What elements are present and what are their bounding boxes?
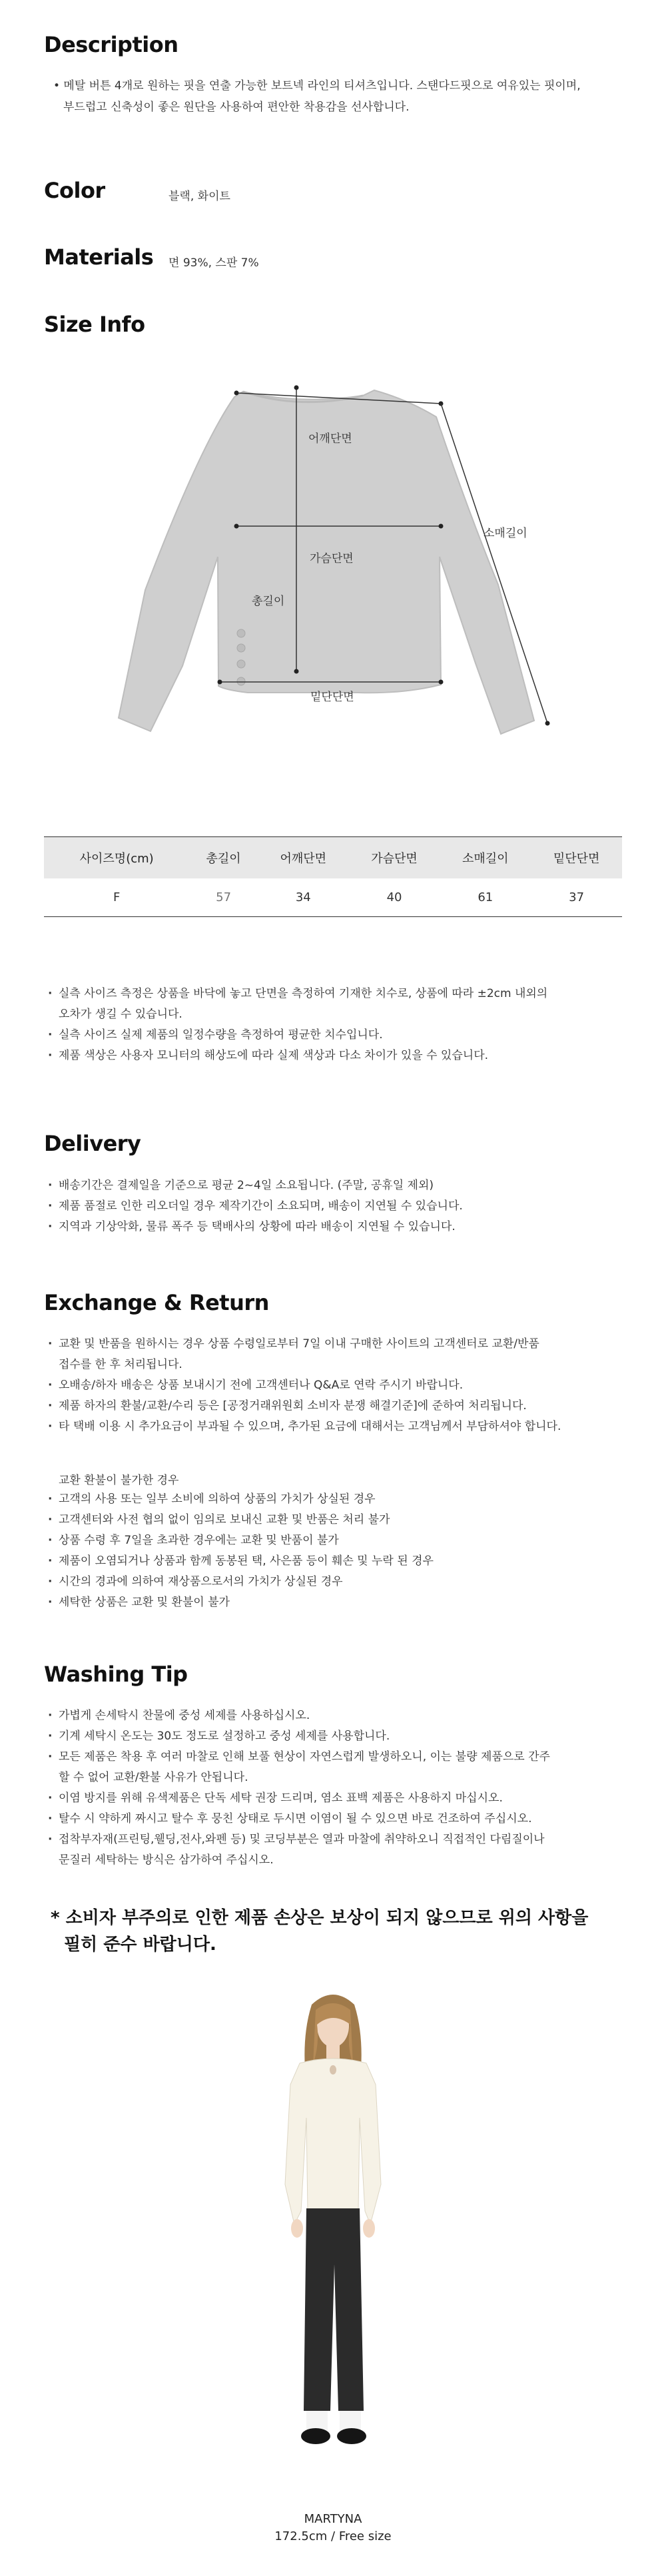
table-cell: 37: [531, 878, 622, 917]
list-item: [48, 1334, 634, 1375]
list-item: · 배송기간은 결제일을 기준으로 평균 2~4일 소요됩니다. (주말, 공휴일 제외): [48, 1175, 634, 1196]
description-line-2: 부드럽고 신축성이 좋은 원단을 사용하여 편안한 착용감을 선사합니다.: [63, 101, 410, 114]
exchange-heading: Exchange & Return: [44, 1290, 269, 1315]
table-cell: 57: [189, 878, 258, 917]
size-notes: [48, 984, 634, 1066]
list-item: · 지역과 기상악화, 물류 폭주 등 택배사의 상황에 따라 배송이 지연될 수 있습니다.: [48, 1217, 634, 1237]
button-4: [237, 677, 245, 685]
button-3: [237, 660, 245, 668]
size-diagram: [0, 373, 666, 746]
shoe-right: [337, 2428, 366, 2444]
size-table: [44, 836, 622, 917]
warning-line-2: 필히 준수 바랍니다.: [64, 1935, 216, 1955]
list-item: · 상품 수령 후 7일을 초과한 경우에는 교환 및 반품이 불가: [48, 1530, 634, 1551]
not-allowed-list: [48, 1489, 634, 1613]
table-cell: 34: [258, 878, 349, 917]
label-shoulder: 어깨단면: [308, 432, 352, 446]
table-cell: 61: [440, 878, 531, 917]
size-table-header: 어깨단면: [258, 837, 349, 878]
washing-text-continued: 할 수 없어 교환/환불 사유가 안됩니다.: [59, 1771, 248, 1784]
model-name: MARTYNA: [304, 2512, 362, 2526]
table-cell: F: [44, 878, 189, 917]
list-item: · 제품이 오염되거나 상품과 함께 동봉된 택, 사은품 등이 훼손 및 누락 된 경우: [48, 1551, 634, 1572]
list-item: · 실측 사이즈 실제 제품의 일정수량을 측정하여 평균한 치수입니다.: [48, 1025, 634, 1046]
list-item: [48, 1747, 634, 1788]
washing-warning: [51, 1905, 588, 1958]
size-table-header-row: [44, 837, 622, 878]
size-table-header: 가슴단면: [349, 837, 440, 878]
description-heading: Description: [44, 32, 178, 57]
exchange-text-continued: 접수를 한 후 처리됩니다.: [59, 1358, 182, 1371]
list-item: [48, 984, 634, 1025]
button-2: [237, 644, 245, 652]
size-info-heading: Size Info: [44, 312, 145, 337]
washing-text-continued: 문질러 세탁하는 방식은 삼가하여 주십시오.: [59, 1853, 274, 1867]
model-trousers: [304, 2208, 364, 2411]
exchange-text: 교환 및 반품을 원하시는 경우 상품 수령일로부터 7일 이내 구매한 사이트의 고객센터로 교환/반품: [59, 1337, 539, 1351]
model-top: [285, 2059, 381, 2224]
note-text-continued: 오차가 생길 수 있습니다.: [59, 1008, 182, 1021]
materials-heading: Materials: [44, 244, 154, 270]
materials-value: 면 93%, 스판 7%: [168, 256, 259, 270]
model-spec: 172.5cm / Free size: [274, 2529, 392, 2543]
description-line-1: • 메탈 버튼 4개로 원하는 핏을 연출 가능한 보트넥 라인의 티셔츠입니다. 스탠다드핏으로 여유있는 핏이며,: [53, 79, 581, 93]
exchange-list: [48, 1334, 634, 1437]
list-item: · 기계 세탁시 온도는 30도 정도로 설정하고 중성 세제를 사용합니다.: [48, 1726, 634, 1747]
list-item: · 시간의 경과에 의하여 재상품으로서의 가치가 상실된 경우: [48, 1572, 634, 1592]
washing-text: 접착부자재(프린팅,웰딩,전사,와펜 등) 및 코딩부분은 열과 마찰에 취약하오니 직접적인 다림질이나: [59, 1833, 545, 1846]
size-table-header: 사이즈명(cm): [44, 837, 189, 878]
shoe-left: [301, 2428, 330, 2444]
list-item: · 제품 품절로 인한 리오더일 경우 제작기간이 소요되며, 배송이 지연될 수 있습니다.: [48, 1196, 634, 1217]
label-chest: 가슴단면: [310, 552, 354, 565]
label-length: 총길이: [252, 595, 285, 608]
size-table-header: 밑단단면: [531, 837, 622, 878]
warning-line-1: * 소비자 부주의로 인한 제품 손상은 보상이 되지 않으므로 위의 사항을: [51, 1908, 589, 1928]
list-item: · 세탁한 상품은 교환 및 환불이 불가: [48, 1592, 634, 1613]
washing-text: 모든 제품은 착용 후 여러 마찰로 인해 보풀 현상이 자연스럽게 발생하오니, 이는 불량 제품으로 간주: [59, 1750, 550, 1764]
model-figure-svg: [253, 1985, 413, 2484]
table-cell: 40: [349, 878, 440, 917]
list-item: · 가볍게 손세탁시 찬물에 중성 세제를 사용하십시오.: [48, 1706, 634, 1726]
not-allowed-title: 교환 환불이 불가한 경우: [59, 1474, 179, 1487]
list-item: · 제품 하자의 환불/교환/수리 등은 [공정거래위원회 소비자 분쟁 해결기준]에 준하여 처리됩니다.: [48, 1396, 634, 1417]
model-photo: [253, 1985, 413, 2484]
list-item: · 타 택배 이용 시 추가요금이 부과될 수 있으며, 추가된 요금에 대해서는 고객님께서 부담하셔야 합니다.: [48, 1417, 634, 1437]
label-hem: 밑단단면: [310, 691, 354, 704]
size-table-header: 소매길이: [440, 837, 531, 878]
table-row: [44, 878, 622, 917]
delivery-heading: Delivery: [44, 1131, 141, 1156]
size-table-header: 총길이: [189, 837, 258, 878]
list-item: · 오배송/하자 배송은 상품 보내시기 전에 고객센터나 Q&A로 연락 주시기 바랍니다.: [48, 1375, 634, 1396]
color-value: 블랙, 화이트: [168, 190, 230, 203]
list-item: · 고객센터와 사전 협의 없이 임의로 보내신 교환 및 반품은 처리 불가: [48, 1510, 634, 1530]
list-item: · 탈수 시 약하게 짜시고 탈수 후 뭉친 상태로 두시면 이염이 될 수 있으면 바로 건조하여 주십시오.: [48, 1809, 634, 1829]
washing-heading: Washing Tip: [44, 1662, 188, 1687]
list-item: [48, 1829, 634, 1871]
label-sleeve: 소매길이: [484, 527, 527, 540]
delivery-list: [48, 1175, 634, 1237]
washing-list: [48, 1706, 634, 1871]
list-item: · 이염 방지를 위해 유색제품은 단독 세탁 권장 드리며, 염소 표백 제품은 사용하지 마십시오.: [48, 1788, 634, 1809]
note-text: 실측 사이즈 측정은 상품을 바닥에 놓고 단면을 측정하여 기재한 치수로, 상품에 따라 ±2cm 내외의: [59, 987, 548, 1000]
color-heading: Color: [44, 178, 105, 203]
list-item: · 제품 색상은 사용자 모니터의 해상도에 따라 실제 색상과 다소 차이가 있을 수 있습니다.: [48, 1046, 634, 1066]
list-item: · 고객의 사용 또는 일부 소비에 의하여 상품의 가치가 상실된 경우: [48, 1489, 634, 1510]
button-1: [237, 629, 245, 637]
